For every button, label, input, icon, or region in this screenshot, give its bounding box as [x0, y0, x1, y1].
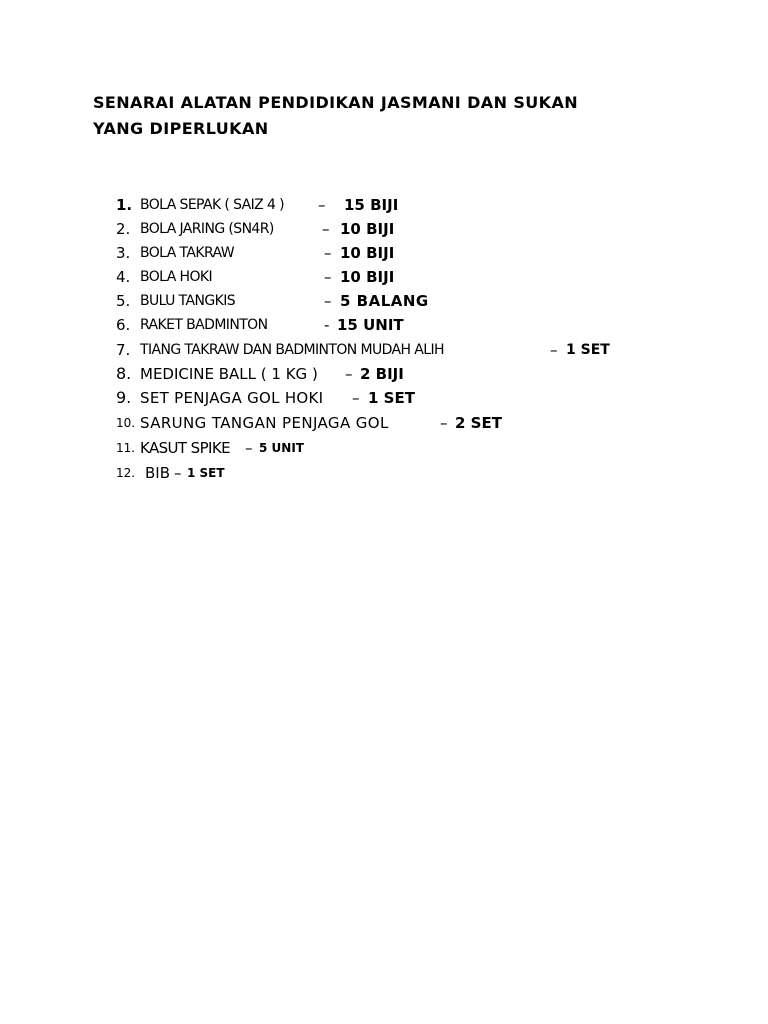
- list-item: [0, 436, 768, 460]
- item-number: 9.: [116, 388, 132, 407]
- list-item: [0, 289, 768, 313]
- item-quantity: 15 UNIT: [337, 316, 404, 334]
- title-line-1: SENARAI ALATAN PENDIDIKAN JASMANI DAN SUKAN: [93, 93, 579, 112]
- item-separator: –: [324, 244, 332, 262]
- item-label: BOLA SEPAK ( SAIZ 4 ): [140, 197, 285, 213]
- list-item: [0, 461, 768, 485]
- item-label: TIANG TAKRAW DAN BADMINTON MUDAH ALIH: [140, 342, 444, 358]
- item-number: 7.: [116, 341, 131, 359]
- item-label: BIB: [145, 464, 171, 482]
- list-item: [0, 241, 768, 265]
- item-quantity: 2 BIJI: [360, 365, 404, 383]
- document-title: [93, 90, 693, 142]
- item-number: 10.: [116, 416, 136, 430]
- item-separator: –: [324, 268, 332, 286]
- item-quantity: 5 UNIT: [259, 441, 304, 455]
- item-number: 4.: [116, 268, 131, 286]
- item-label: BOLA TAKRAW: [140, 245, 234, 261]
- item-quantity: 15 BIJI: [344, 196, 399, 214]
- item-label: RAKET BADMINTON: [140, 317, 268, 333]
- item-label: SARUNG TANGAN PENJAGA GOL: [140, 414, 389, 432]
- item-number: 1.: [116, 196, 133, 214]
- item-label: SET PENJAGA GOL HOKI: [140, 389, 324, 407]
- item-separator: -: [324, 316, 330, 334]
- list-item: [0, 386, 768, 410]
- list-item: [0, 338, 768, 362]
- item-number: 11.: [116, 441, 136, 455]
- item-quantity: 10 BIJI: [340, 244, 395, 262]
- item-label: BOLA JARING (SN4R): [140, 221, 274, 237]
- item-quantity: 1 SET: [566, 342, 610, 358]
- item-number: 2.: [116, 220, 131, 238]
- item-number: 6.: [116, 316, 131, 334]
- item-number: 3.: [116, 244, 131, 262]
- item-separator: –: [174, 464, 182, 482]
- item-number: 8.: [116, 364, 132, 383]
- item-number: 5.: [116, 292, 131, 310]
- item-separator: –: [352, 389, 360, 407]
- list-item: [0, 265, 768, 289]
- title-line-2: YANG DIPERLUKAN: [93, 119, 269, 138]
- item-separator: –: [318, 196, 326, 214]
- list-item: [0, 193, 768, 217]
- list-item: [0, 362, 768, 386]
- item-separator: –: [345, 365, 353, 383]
- item-separator: –: [322, 220, 330, 238]
- item-separator: –: [245, 439, 253, 457]
- item-quantity: 5 BALANG: [340, 292, 429, 310]
- item-separator: –: [440, 414, 448, 432]
- item-label: MEDICINE BALL ( 1 KG ): [140, 365, 318, 383]
- item-quantity: 2 SET: [455, 414, 502, 432]
- item-separator: –: [324, 292, 332, 310]
- item-separator: –: [550, 341, 558, 359]
- item-quantity: 1 SET: [368, 389, 415, 407]
- list-item: [0, 313, 768, 337]
- item-label: BOLA HOKI: [140, 269, 212, 285]
- item-number: 12.: [116, 466, 136, 480]
- item-quantity: 10 BIJI: [340, 268, 395, 286]
- item-label: BULU TANGKIS: [140, 293, 236, 309]
- item-quantity: 10 BIJI: [340, 220, 395, 238]
- list-item: [0, 411, 768, 435]
- item-quantity: 1 SET: [187, 466, 225, 480]
- list-item: [0, 217, 768, 241]
- item-label: KASUT SPIKE: [140, 439, 230, 457]
